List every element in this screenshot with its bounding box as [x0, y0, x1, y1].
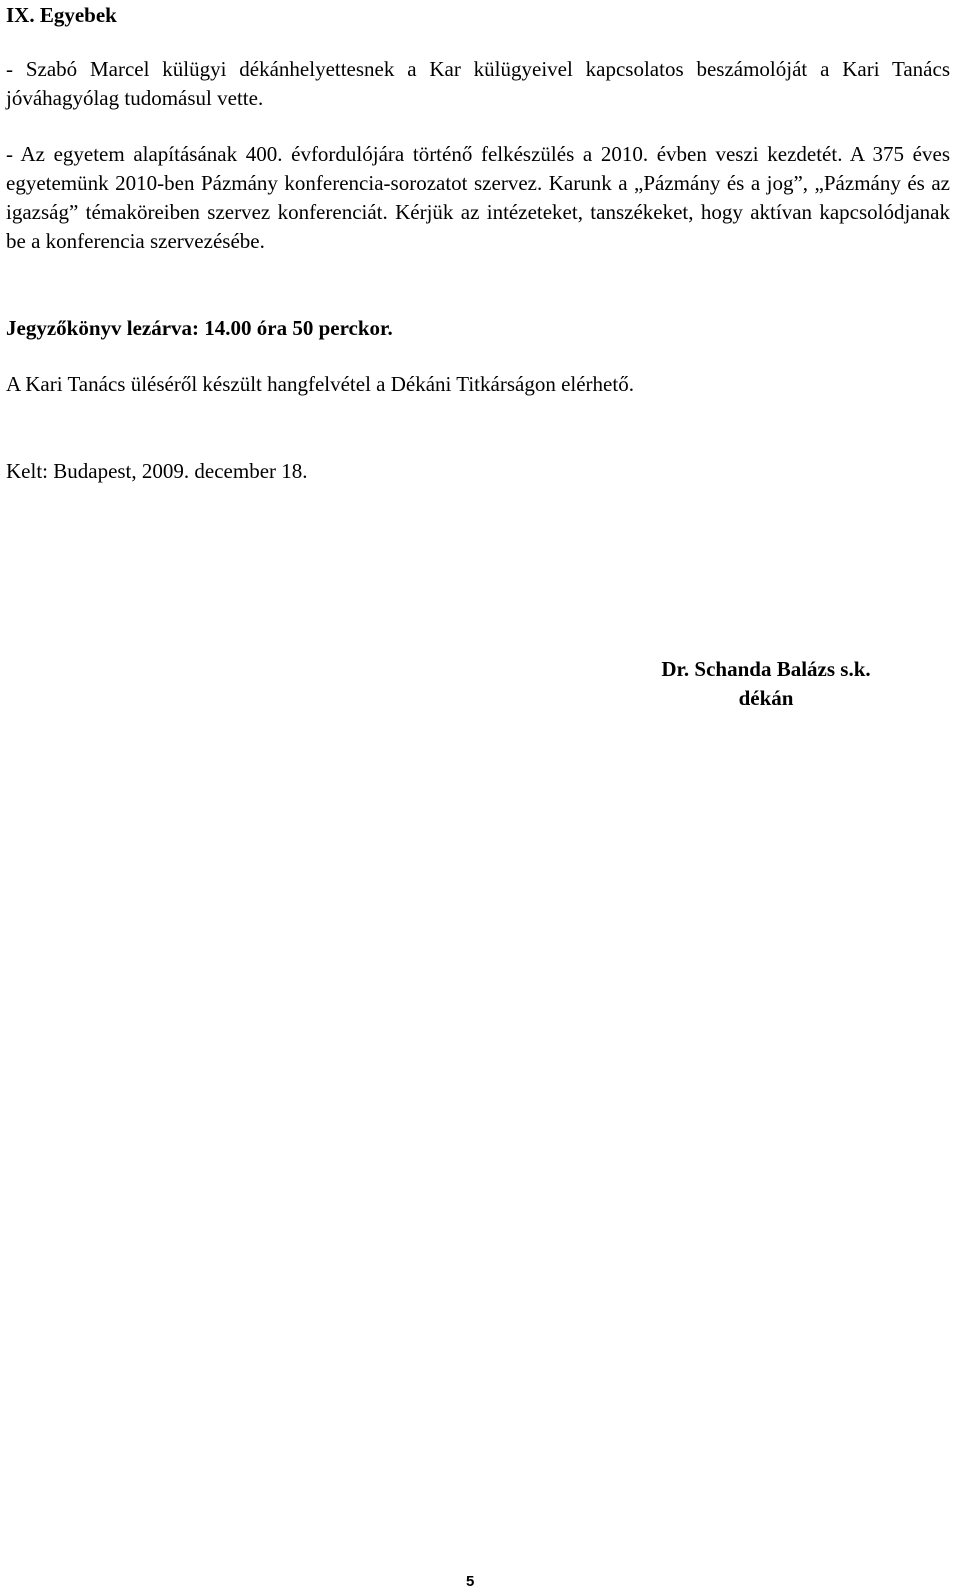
signature-block	[620, 655, 912, 713]
paragraph-foreign-affairs-report: - Szabó Marcel külügyi dékánhelyettesnek a Kar külügyeivel kapcsolatos beszámolóját a Kari Tanács jóváhagyólag tudomásul vette.	[6, 57, 950, 110]
signatory-title: dékán	[738, 686, 794, 710]
page-number: 5	[466, 1573, 475, 1590]
section-heading: IX. Egyebek	[6, 3, 117, 27]
signatory-name: Dr. Schanda Balázs s.k.	[661, 657, 871, 681]
paragraph-anniversary-conference: - Az egyetem alapításának 400. évfordulójára történő felkészülés a 2010. évben veszi kezdetét. A 375 éves egyetemünk 2010-ben Pázmány konferencia-sorozatot szervez. Karunk a „Pázmány és a jog”, „Pázmány és az igazság” témaköreiben szervez konferenciát. Kérjük az intézeteket, tanszékeket, hogy aktívan kapcsolódjanak be a konferencia szervezésébe.	[6, 142, 950, 253]
minutes-closed-statement: Jegyzőkönyv lezárva: 14.00 óra 50 perckor.	[6, 316, 393, 340]
recording-availability-note: A Kari Tanács üléséről készült hangfelvétel a Dékáni Titkárságon elérhető.	[6, 372, 634, 396]
date-and-place: Kelt: Budapest, 2009. december 18.	[6, 459, 308, 483]
